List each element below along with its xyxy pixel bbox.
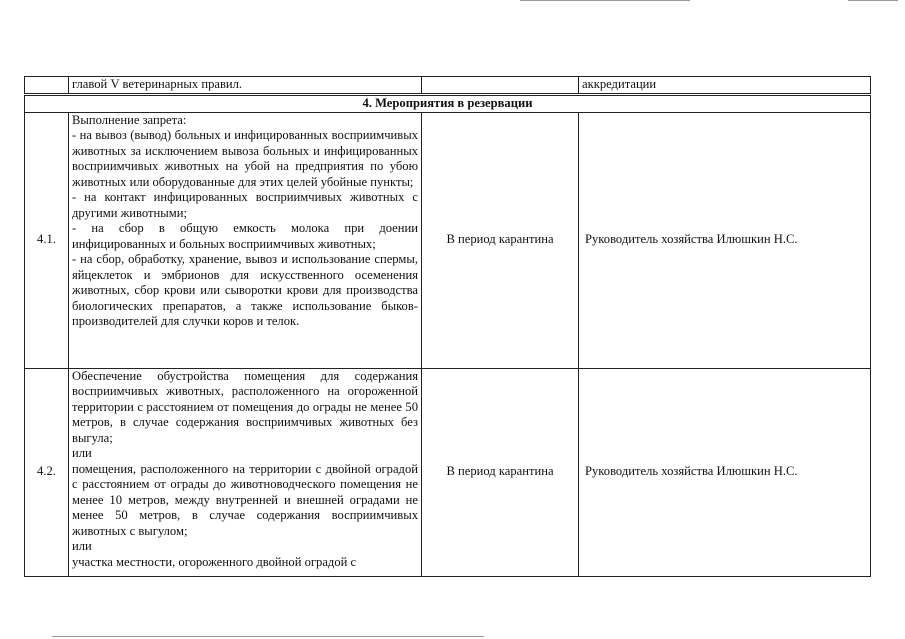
row-number: 4.1.	[25, 112, 69, 368]
measure-text-clip	[72, 369, 418, 572]
measure-line: Обеспечение обустройства помещения для содержания восприимчивых животных, расположенного на огороженной территории с расстоянием от помещения до ограды не менее 50 метров, в случае содержания восприимчивых животных без выгула;	[72, 368, 418, 445]
measure-text-cell	[69, 368, 422, 576]
measure-text-cell	[69, 112, 422, 368]
section-title: 4. Мероприятия в резервации	[25, 94, 871, 112]
prev-responsible-cell: аккредитации	[579, 77, 871, 95]
section-header-row	[25, 94, 871, 112]
responsible-cell: Руководитель хозяйства Илюшкин Н.С.	[579, 112, 871, 368]
period-cell: В период карантина	[422, 112, 579, 368]
responsible-cell: Руководитель хозяйства Илюшкин Н.С.	[579, 368, 871, 576]
period-cell: В период карантина	[422, 368, 579, 576]
measure-line: помещения, расположенного на территории с двойной оградой с расстоянием от ограды до животноводческого помещения не менее 10 метров, между внутренней и внешней оградами не менее 50 метров, в случае содержания восприимчивых животных с выгулом;	[72, 461, 418, 538]
measures-table	[24, 76, 871, 577]
measure-line: Выполнение запрета:	[72, 112, 187, 127]
measure-line: или	[72, 539, 92, 553]
table-row	[25, 112, 871, 368]
row-number: 4.2.	[25, 368, 69, 576]
prev-period-cell	[422, 77, 579, 95]
measure-line: участка местности, огороженного двойной оградой с	[72, 554, 357, 569]
scan-edge-top-left	[520, 0, 690, 1]
measure-line: - на сбор в общую емкость молока при доении инфицированных и больных восприимчивых животных;	[72, 221, 418, 251]
measure-line: - на сбор, обработку, хранение, вывоз и использование спермы, яйцеклеток и эмбрионов для искусственного осеменения животных, сбор крови или сыворотки крови для производства биологических препаратов, а также использование быков-производителей для случки коров и телок.	[72, 252, 418, 328]
table-row-previous	[25, 77, 871, 95]
measure-line: или	[72, 446, 92, 460]
scan-edge-bottom	[52, 636, 484, 637]
prev-text-cell: главой V ветеринарных правил.	[69, 77, 422, 95]
measure-line: - на вывоз (вывод) больных и инфицированных восприимчивых животных за исключением вывоза больных и инфицированных восприимчивых животных на убой на предприятия по убою животных или оборудованные для этих целей убойные пункты;	[72, 128, 418, 189]
scan-edge-top-right	[848, 0, 898, 1]
prev-num-cell	[25, 77, 69, 95]
table-row	[25, 368, 871, 576]
measure-line: - на контакт инфицированных восприимчивых животных с другими животными;	[72, 190, 418, 220]
